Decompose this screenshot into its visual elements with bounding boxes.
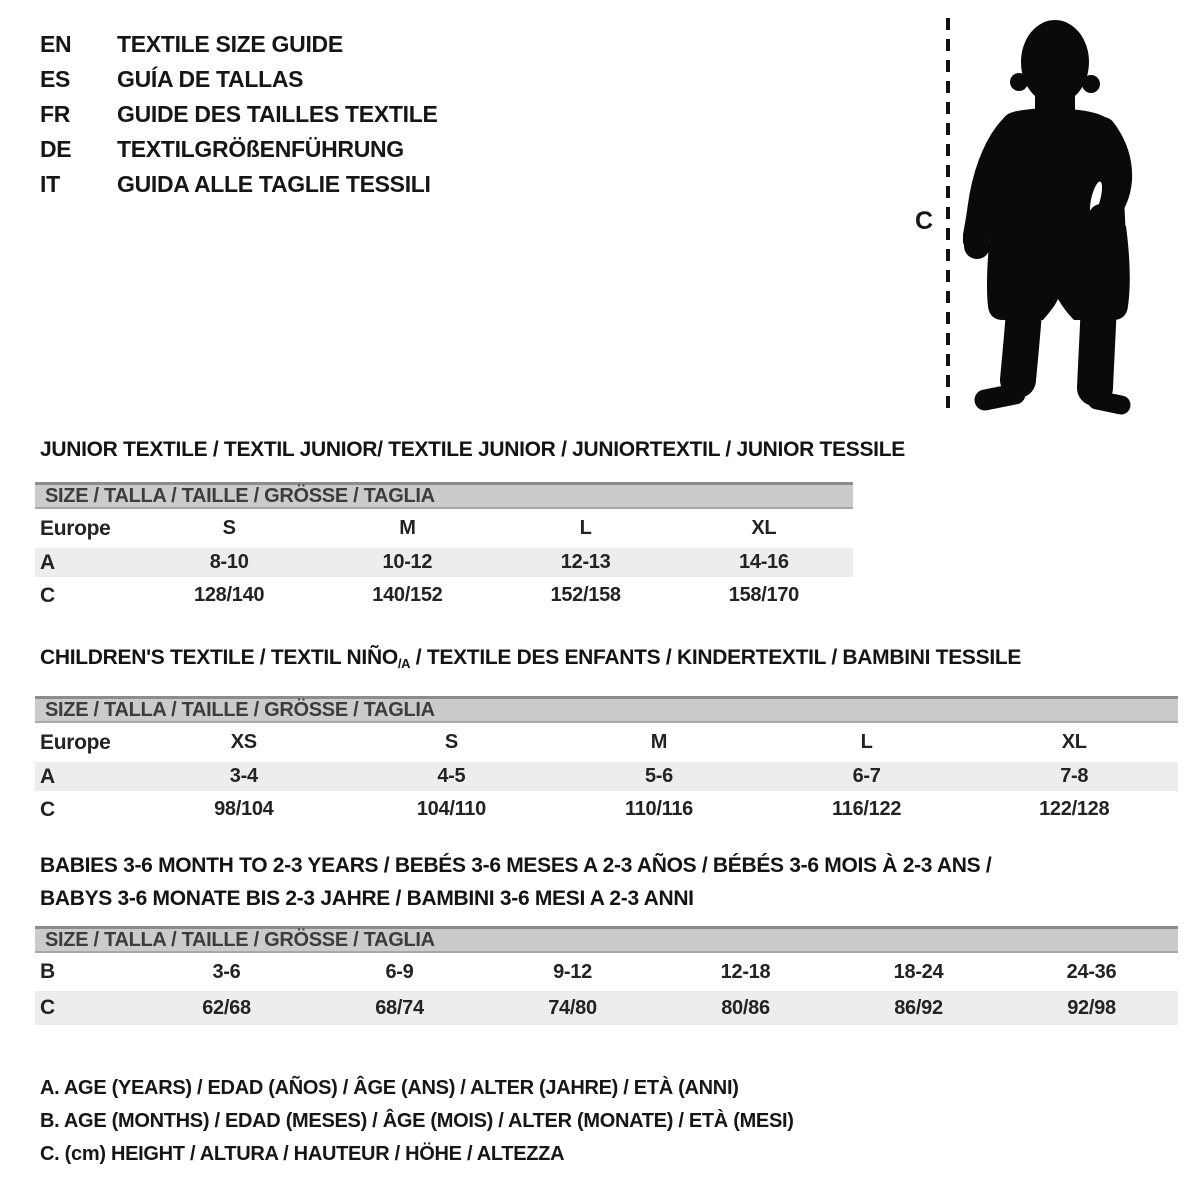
toddler-hand-left [964, 233, 990, 259]
table-row [35, 791, 1178, 828]
toddler-foot-left [985, 394, 1015, 400]
row-label: Europe [40, 516, 111, 540]
toddler-foot-right [1097, 400, 1121, 405]
toddler-ear-left [1010, 73, 1028, 91]
language-title: GUIDA ALLE TAGLIE TESSILI [117, 171, 431, 197]
table-title-line: BABIES 3-6 MONTH TO 2-3 YEARS / BEBÉS 3-6 MESES A 2-3 AÑOS / BÉBÉS 3-6 MOIS À 2-3 ANS / [40, 854, 992, 877]
toddler-leg-left [1018, 298, 1025, 380]
size-header-band: SIZE / TALLA / TAILLE / GRÖSSE / TAGLIA [35, 482, 853, 509]
junior-textile-title [35, 433, 905, 466]
table-cell: 110/116 [624, 798, 693, 820]
language-title-list [40, 27, 438, 202]
table-cell: 24-36 [1066, 960, 1117, 983]
language-title: GUIDE DES TAILLES TEXTILE [117, 101, 438, 127]
table-title-segment: /A [397, 656, 411, 671]
babies-textile-title [35, 849, 1178, 915]
language-title: GUÍA DE TALLAS [117, 66, 304, 92]
table-cell: 12-13 [560, 551, 611, 573]
table-row [35, 762, 1178, 791]
row-label: A [40, 550, 55, 574]
table-cell: 3-6 [212, 960, 241, 983]
table-cell: 9-12 [553, 960, 592, 983]
table-row [35, 548, 853, 577]
legend-line: A. AGE (YEARS) / EDAD (AÑOS) / ÂGE (ANS) / ALTER (JAHRE) / ETÀ (ANNI) [40, 1077, 739, 1099]
table-title-line: BABYS 3-6 MONATE BIS 2-3 JAHRE / BAMBINI 3-6 MESI A 2-3 ANNI [40, 887, 694, 910]
language-row [40, 27, 438, 62]
size-header-band: SIZE / TALLA / TAILLE / GRÖSSE / TAGLIA [35, 926, 1178, 953]
table-cell: 98/104 [214, 798, 274, 820]
legend-line: B. AGE (MONTHS) / EDAD (MESES) / ÂGE (MOIS) / ALTER (MONATE) / ETÀ (MESI) [40, 1110, 794, 1132]
row-label: C [40, 996, 55, 1019]
table-cell: 7-8 [1060, 765, 1089, 787]
table-row [35, 509, 853, 548]
table-cell: S [222, 517, 236, 539]
table-title-segment: CHILDREN'S TEXTILE / TEXTIL NIÑO [40, 646, 398, 669]
size-header-band: SIZE / TALLA / TAILLE / GRÖSSE / TAGLIA [35, 696, 1178, 723]
table-cell: 128/140 [194, 584, 265, 606]
language-row [40, 97, 438, 132]
height-measure-dashed-line [946, 18, 950, 416]
table-cell: L [860, 731, 873, 753]
junior-textile-table [35, 433, 905, 614]
table-cell: 104/110 [416, 798, 486, 820]
table-cell: 14-16 [739, 551, 789, 573]
height-measure-label: C [915, 207, 933, 235]
table-cell: 10-12 [382, 551, 433, 573]
language-code: ES [40, 66, 71, 92]
table-cell: 140/152 [372, 584, 443, 606]
language-title: TEXTILE SIZE GUIDE [117, 31, 343, 57]
legend-line: C. (cm) HEIGHT / ALTURA / HAUTEUR / HÖHE / ALTEZZA [40, 1143, 565, 1165]
toddler-hand-right [1089, 204, 1113, 228]
row-label: Europe [40, 730, 111, 754]
table-row [35, 723, 1178, 762]
language-code: EN [40, 31, 72, 57]
language-row [40, 167, 438, 202]
table-cell: XL [751, 517, 777, 539]
babies-textile-table [35, 849, 1178, 1025]
table-row [35, 953, 1178, 991]
measurement-legend [40, 1072, 794, 1171]
row-label: C [40, 797, 55, 821]
table-row [35, 577, 853, 614]
table-cell: 18-24 [893, 960, 944, 983]
row-label: B [40, 960, 55, 983]
table-title-line [40, 641, 1178, 680]
table-cell: 80/86 [721, 996, 770, 1019]
table-cell: XS [230, 731, 257, 753]
table-cell: S [444, 731, 458, 753]
language-row [40, 132, 438, 167]
language-title: TEXTILGRÖßENFÜHRUNG [117, 136, 404, 162]
language-code: FR [40, 101, 71, 127]
table-cell: XL [1061, 731, 1087, 753]
row-label: C [40, 583, 55, 607]
row-label: A [40, 764, 55, 788]
table-cell: 62/68 [202, 996, 251, 1019]
toddler-silhouette [963, 18, 1140, 418]
language-code: DE [40, 136, 72, 162]
childrens-textile-table [35, 641, 1178, 828]
table-cell: 4-5 [437, 765, 466, 787]
table-cell: 122/128 [1039, 798, 1110, 820]
language-row [40, 62, 438, 97]
table-cell: 74/80 [548, 996, 597, 1019]
table-title-segment: / TEXTILE DES ENFANTS / KINDERTEXTIL / BAMBINI TESSILE [410, 646, 1022, 669]
table-cell: M [650, 731, 668, 753]
table-cell: 116/122 [832, 798, 902, 820]
language-code: IT [40, 171, 60, 197]
table-cell: 12-18 [720, 960, 771, 983]
toddler-leg-right [1095, 300, 1099, 388]
table-cell: 158/170 [728, 584, 799, 606]
table-cell: 68/74 [375, 996, 424, 1019]
table-cell: M [399, 517, 416, 539]
table-cell: 8-10 [209, 551, 249, 573]
table-row [35, 991, 1178, 1025]
table-cell: 3-4 [229, 765, 258, 787]
table-cell: 86/92 [894, 996, 943, 1019]
childrens-textile-title [35, 641, 1178, 680]
table-cell: 152/158 [550, 584, 621, 606]
table-cell: L [579, 517, 592, 539]
table-cell: 6-7 [852, 765, 881, 787]
table-cell: 5-6 [644, 765, 673, 787]
table-cell: 92/98 [1067, 996, 1116, 1019]
table-title-line: JUNIOR TEXTILE / TEXTIL JUNIOR/ TEXTILE JUNIOR / JUNIORTEXTIL / JUNIOR TESSILE [40, 438, 905, 461]
toddler-ear-right [1082, 75, 1100, 93]
table-cell: 6-9 [385, 960, 414, 983]
